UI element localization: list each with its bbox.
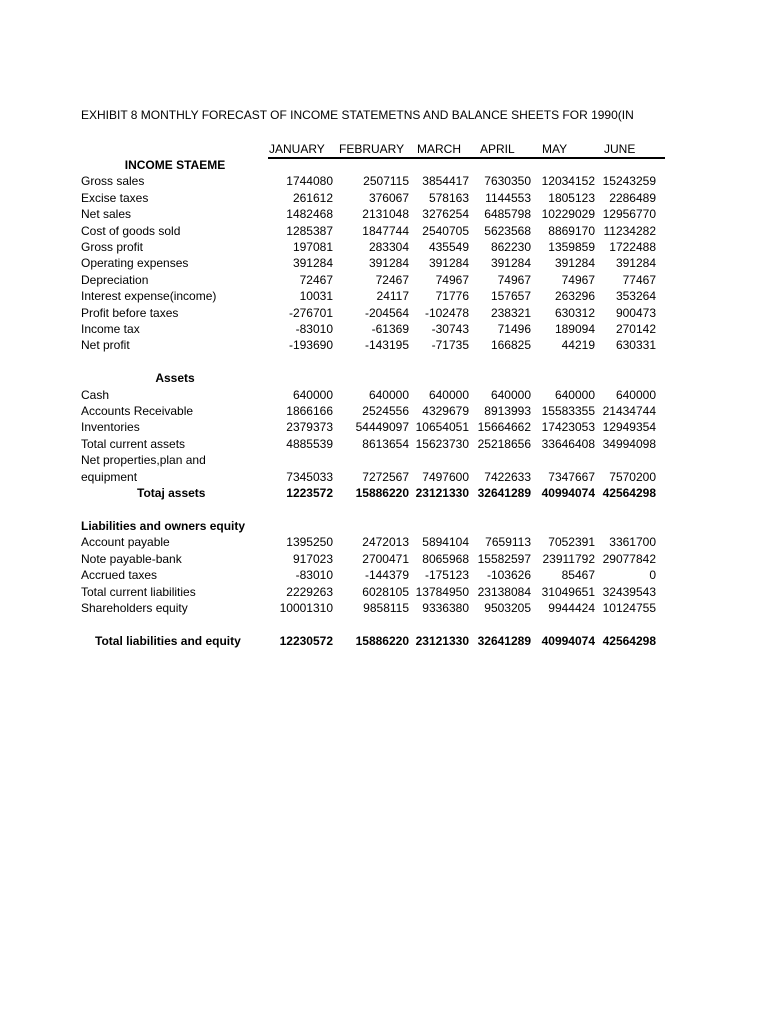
cell-value: 7659113 — [485, 535, 531, 550]
row-label: equipment — [81, 469, 138, 484]
cell-value: 15664662 — [477, 420, 531, 435]
row-label: Accrued taxes — [81, 568, 158, 583]
row-label: Account payable — [81, 535, 170, 550]
cell-value: 54449097 — [355, 420, 409, 435]
row-label: Inventories — [81, 420, 140, 435]
liability-row — [81, 534, 656, 550]
row-label: Total current assets — [81, 436, 186, 451]
cell-value: 640000 — [292, 387, 333, 402]
cell-value: 8869170 — [548, 223, 595, 238]
cell-value: -144379 — [364, 568, 409, 583]
cell-value: 353264 — [615, 289, 656, 304]
row-label: Gross profit — [81, 240, 144, 255]
cell-value: 8913993 — [484, 404, 531, 419]
cell-value: 630331 — [615, 338, 656, 353]
cell-value: 34994098 — [602, 436, 656, 451]
cell-value: 10124755 — [602, 600, 656, 615]
row-label: Gross sales — [81, 174, 145, 189]
cell-value: 9336380 — [422, 600, 469, 615]
asset-row — [81, 469, 656, 485]
cell-value: 71496 — [497, 322, 531, 337]
cell-value: 1482468 — [286, 207, 333, 222]
cell-value: 74967 — [435, 272, 469, 287]
cell-value: 12949354 — [602, 420, 656, 435]
cell-value: 31049651 — [541, 584, 595, 599]
cell-value: 15886220 — [355, 486, 409, 501]
cell-value: 7422633 — [484, 469, 531, 484]
cell-value: 391284 — [428, 256, 469, 271]
asset-row — [81, 403, 656, 419]
asset-row — [81, 387, 656, 403]
row-label: Cost of goods sold — [81, 223, 181, 238]
cell-value: 640000 — [368, 387, 409, 402]
cell-value: 5894104 — [422, 535, 469, 550]
row-label: Net profit — [81, 338, 130, 353]
cell-value — [469, 452, 531, 468]
cell-value: 2472013 — [362, 535, 409, 550]
cell-value: 13784950 — [415, 584, 469, 599]
income-statement-heading — [81, 157, 656, 173]
cell-value: 15886220 — [355, 633, 409, 648]
cell-value: 33646408 — [541, 436, 595, 451]
cell-value: 10001310 — [279, 600, 333, 615]
income-row — [81, 288, 656, 304]
cell-value: 32439543 — [602, 584, 656, 599]
total-liabilities-row — [81, 633, 656, 649]
month-headers — [268, 142, 664, 158]
cell-value: 1223572 — [286, 486, 333, 501]
row-label: Excise taxes — [81, 190, 149, 205]
cell-value — [531, 452, 595, 468]
cell-value: 23121330 — [415, 633, 469, 648]
spacer-row — [81, 616, 656, 632]
cell-value: 3276254 — [422, 207, 469, 222]
cell-value: 8065968 — [422, 551, 469, 566]
row-label: Shareholders equity — [81, 600, 188, 615]
cell-value: 40994074 — [541, 633, 595, 648]
cell-value: 2524556 — [362, 404, 409, 419]
cell-value: 23121330 — [415, 486, 469, 501]
cell-value: 261612 — [292, 190, 333, 205]
cell-value: 1395250 — [286, 535, 333, 550]
cell-value: 10229029 — [541, 207, 595, 222]
month-header: MAY — [542, 142, 568, 156]
cell-value: 238321 — [490, 305, 531, 320]
section-heading: Assets — [155, 371, 195, 386]
cell-value: 1805123 — [548, 190, 595, 205]
row-label: Total liabilities and equity — [95, 633, 241, 648]
cell-value: 862230 — [490, 240, 531, 255]
total-assets-row — [81, 485, 656, 501]
cell-value — [595, 452, 656, 468]
cell-value: 8613654 — [362, 436, 409, 451]
income-row — [81, 305, 656, 321]
cell-value: 24117 — [376, 289, 409, 304]
cell-value: 435549 — [428, 240, 469, 255]
row-label: Income tax — [81, 322, 140, 337]
cell-value: 25218656 — [477, 436, 531, 451]
cell-value: 9858115 — [363, 600, 409, 615]
cell-value: 640000 — [554, 387, 595, 402]
cell-value: 270142 — [615, 322, 656, 337]
cell-value: 391284 — [554, 256, 595, 271]
cell-value: 4885539 — [286, 436, 333, 451]
cell-value: 32641289 — [477, 633, 531, 648]
cell-value: 9944424 — [548, 600, 595, 615]
income-row — [81, 223, 656, 239]
cell-value: -83010 — [295, 568, 333, 583]
cell-value: 2229263 — [286, 584, 333, 599]
cell-value: 7570200 — [609, 469, 656, 484]
row-label: Profit before taxes — [81, 305, 179, 320]
income-row — [81, 255, 656, 271]
cell-value: 85467 — [561, 568, 595, 583]
cell-value: 23911792 — [542, 551, 595, 566]
income-row — [81, 337, 656, 353]
cell-value: -204564 — [364, 305, 409, 320]
cell-value: 10031 — [299, 289, 333, 304]
cell-value: 72467 — [299, 272, 333, 287]
cell-value: 900473 — [615, 305, 656, 320]
cell-value: 1285387 — [286, 223, 333, 238]
cell-value: 2286489 — [609, 190, 656, 205]
cell-value: 391284 — [615, 256, 656, 271]
cell-value: 32641289 — [477, 486, 531, 501]
cell-value: 44219 — [561, 338, 595, 353]
row-label: Net properties,plan and — [81, 453, 206, 468]
cell-value: 15583355 — [541, 404, 595, 419]
cell-value: -102478 — [424, 305, 469, 320]
cell-value: 197081 — [292, 240, 333, 255]
asset-row — [81, 436, 656, 452]
cell-value: 2540705 — [422, 223, 469, 238]
cell-value: -193690 — [288, 338, 333, 353]
cell-value: 1144553 — [485, 190, 531, 205]
cell-value — [409, 452, 469, 468]
cell-value: 1744080 — [286, 174, 333, 189]
cell-value: 391284 — [490, 256, 531, 271]
cell-value: 157657 — [490, 289, 531, 304]
cell-value: 640000 — [615, 387, 656, 402]
cell-value: 21434744 — [602, 404, 656, 419]
cell-value: 17423053 — [541, 420, 595, 435]
cell-value: -83010 — [295, 322, 333, 337]
row-label: Cash — [81, 387, 110, 402]
cell-value: 29077842 — [602, 551, 656, 566]
cell-value: 1359859 — [548, 240, 595, 255]
cell-value: 2379373 — [286, 420, 333, 435]
liabilities-heading — [81, 518, 656, 534]
cell-value: 3854417 — [422, 174, 469, 189]
liability-row — [81, 567, 656, 583]
assets-heading — [81, 370, 656, 386]
cell-value: -30743 — [431, 322, 469, 337]
cell-value: 23138084 — [477, 584, 531, 599]
row-label: Total current liabilities — [81, 584, 196, 599]
cell-value: 1866166 — [286, 404, 333, 419]
income-row — [81, 173, 656, 189]
cell-value: 7497600 — [422, 469, 469, 484]
cell-value: 917023 — [292, 551, 333, 566]
cell-value: 166825 — [490, 338, 531, 353]
liability-row — [81, 551, 656, 567]
month-header: JUNE — [604, 142, 636, 156]
cell-value: 15243259 — [602, 174, 656, 189]
month-header: JANUARY — [269, 142, 325, 156]
cell-value: 391284 — [292, 256, 333, 271]
cell-value: -71735 — [431, 338, 469, 353]
row-label: Depreciation — [81, 272, 149, 287]
cell-value: 4329679 — [422, 404, 469, 419]
cell-value: 7347667 — [548, 469, 595, 484]
cell-value: 12956770 — [602, 207, 656, 222]
income-row — [81, 206, 656, 222]
cell-value: 376067 — [368, 190, 409, 205]
cell-value: 7272567 — [362, 469, 409, 484]
exhibit-title: EXHIBIT 8 MONTHLY FORECAST OF INCOME STATEMETNS AND BALANCE SHEETS FOR 1990(IN — [81, 108, 634, 122]
cell-value: 2507115 — [363, 174, 409, 189]
cell-value: 640000 — [490, 387, 531, 402]
cell-value: 578163 — [428, 190, 469, 205]
income-row — [81, 239, 656, 255]
row-label: Note payable-bank — [81, 551, 182, 566]
cell-value: 15623730 — [415, 436, 469, 451]
cell-value: 6485798 — [484, 207, 531, 222]
cell-value: 2700471 — [362, 551, 409, 566]
cell-value: 3361700 — [609, 535, 656, 550]
cell-value: 77467 — [622, 272, 656, 287]
cell-value: 1847744 — [362, 223, 409, 238]
cell-value: 12230572 — [279, 633, 333, 648]
cell-value: 74967 — [561, 272, 595, 287]
asset-row — [81, 419, 656, 435]
cell-value: 72467 — [375, 272, 409, 287]
cell-value: 630312 — [554, 305, 595, 320]
month-header: FEBRUARY — [339, 142, 405, 156]
income-row — [81, 272, 656, 288]
cell-value: 7052391 — [548, 535, 595, 550]
cell-value: 0 — [649, 568, 656, 583]
cell-value: 10654051 — [415, 420, 469, 435]
cell-value: 2131048 — [362, 207, 409, 222]
row-label: Totaj assets — [137, 486, 206, 501]
cell-value: 9503205 — [484, 600, 531, 615]
cell-value: 7345033 — [286, 469, 333, 484]
income-row — [81, 190, 656, 206]
cell-value: 391284 — [368, 256, 409, 271]
cell-value: 5623568 — [484, 223, 531, 238]
income-row — [81, 321, 656, 337]
liability-row — [81, 600, 656, 616]
cell-value: 189094 — [554, 322, 595, 337]
section-heading: INCOME STAEME — [124, 158, 226, 172]
cell-value: 71776 — [435, 289, 469, 304]
cell-value — [333, 452, 409, 468]
cell-value: 640000 — [428, 387, 469, 402]
cell-value: 42564298 — [602, 486, 656, 501]
row-label: Net sales — [81, 207, 132, 222]
section-heading: Liabilities and owners equity — [81, 518, 246, 533]
spacer-row — [81, 502, 656, 518]
cell-value: -276701 — [288, 305, 333, 320]
cell-value: 40994074 — [541, 486, 595, 501]
cell-value — [269, 452, 333, 468]
cell-value: 42564298 — [602, 633, 656, 648]
month-header: APRIL — [480, 142, 515, 156]
liability-row — [81, 584, 656, 600]
asset-row — [81, 452, 656, 468]
row-label: Operating expenses — [81, 256, 189, 271]
cell-value: 11234282 — [603, 223, 656, 238]
month-header: MARCH — [417, 142, 461, 156]
cell-value: -143195 — [364, 338, 409, 353]
cell-value: 283304 — [368, 240, 409, 255]
cell-value: 7630350 — [484, 174, 531, 189]
cell-value: -175123 — [424, 568, 469, 583]
cell-value: 1722488 — [609, 240, 656, 255]
spacer-row — [81, 354, 656, 370]
cell-value: 6028105 — [362, 584, 409, 599]
financial-table — [81, 157, 656, 649]
row-label: Accounts Receivable — [81, 404, 194, 419]
cell-value: -61369 — [371, 322, 409, 337]
cell-value: 263296 — [554, 289, 595, 304]
cell-value: 74967 — [497, 272, 531, 287]
cell-value: 15582597 — [477, 551, 531, 566]
row-label: Interest expense(income) — [81, 289, 217, 304]
cell-value: -103626 — [486, 568, 531, 583]
cell-value: 12034152 — [541, 174, 595, 189]
